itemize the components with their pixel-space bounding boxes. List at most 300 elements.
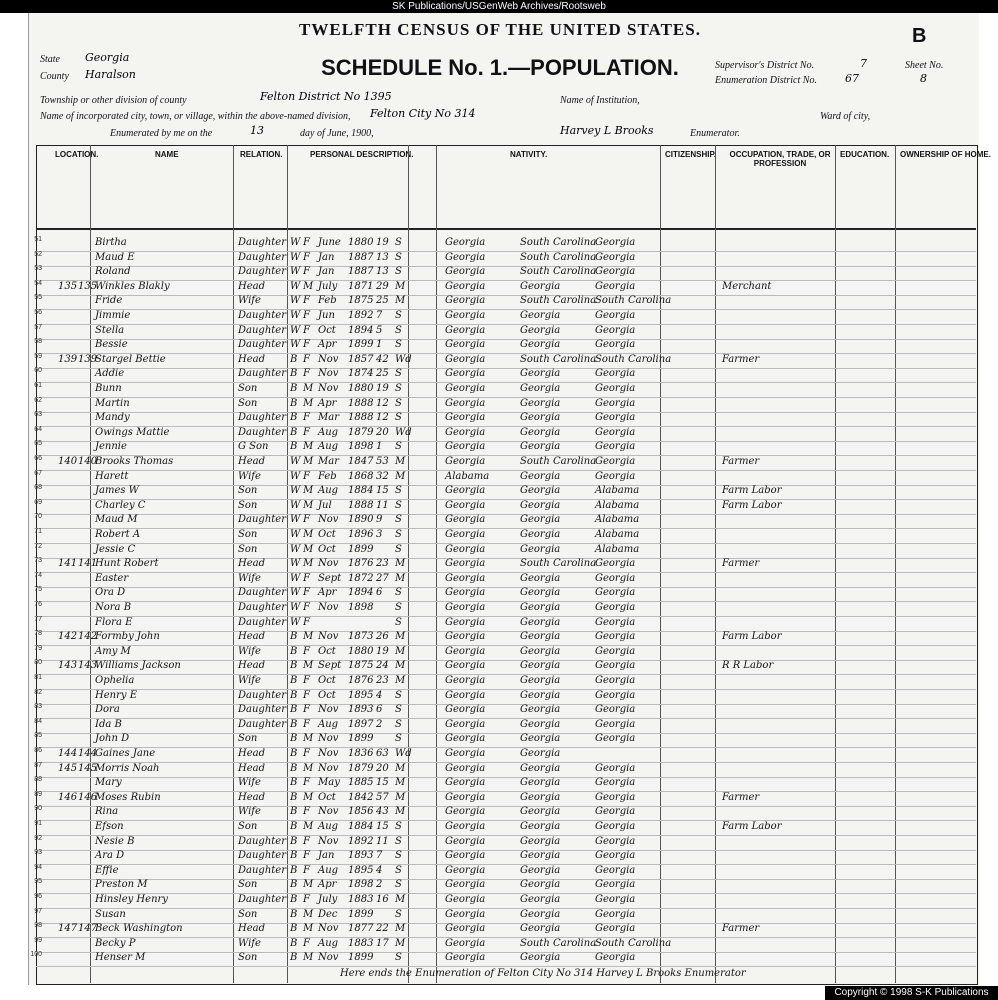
cell-age: 19 [376,237,389,248]
table-row [36,411,976,427]
cell-marital: Wd [395,426,412,438]
table-row [36,543,976,559]
cell-father: Georgia [520,543,561,555]
cell-birth: Georgia [445,529,486,540]
cell-marital: S [395,441,402,453]
cell-marital: S [395,835,402,847]
schedule-title: SCHEDULE No. 1.—POPULATION. [321,55,679,80]
cell-birth: Georgia [445,353,486,365]
cell-mother: Georgia [595,631,636,643]
cell-father: Georgia [520,572,561,584]
cell-month: Jan [318,251,335,263]
cell-mother: Georgia [595,718,636,730]
section-location: LOCATION. [55,150,99,159]
cell-sex: M [303,558,314,570]
cell-father: Georgia [520,850,561,862]
table-row [36,616,976,632]
cell-age: 12 [376,412,389,424]
cell-year: 1890 [348,514,374,526]
cell-sex: F [303,602,310,613]
cell-relation: Daughter [238,514,286,526]
cell-father: South Carolina [520,353,597,365]
copyright: Copyright © 1998 S-K Publications [825,986,998,1000]
cell-month: Mar [318,456,339,467]
cell-year: 1884 [348,485,374,497]
cell-mother: Georgia [595,908,636,920]
cell-relation: Head [238,280,266,292]
enumerator-name: Harvey L Brooks [560,124,654,137]
cell-family: 144 [78,748,98,759]
cell-family: 147 [78,923,98,935]
row-number: 86 [34,747,42,754]
cell-relation: Son [238,499,258,511]
row-number: 95 [34,878,42,886]
cell-month: Oct [318,689,336,701]
cell-relation: Son [238,952,258,964]
cell-father: Georgia [520,733,561,745]
cell-mother: Georgia [595,266,636,278]
table-row [36,397,976,413]
table-row [36,251,976,267]
cell-age: 3 [376,529,383,540]
row-number: 88 [34,776,42,784]
cell-occupation: Farmer [722,456,760,467]
cell-color: B [290,908,298,920]
row-number: 75 [34,586,42,594]
cell-year: 1895 [348,689,374,701]
cell-year: 1880 [348,237,374,248]
cell-marital: S [395,339,402,351]
cell-color: W [290,558,301,570]
cell-sex: F [303,237,310,248]
cell-year: 1879 [348,426,374,438]
cell-year: 1888 [348,499,374,511]
cell-birth: Georgia [445,339,486,351]
source-banner: SK Publications/USGenWeb Archives/Rootsweb [0,0,998,13]
cell-dwelling: 145 [58,762,78,774]
cell-age: 15 [376,821,389,832]
cell-father: Georgia [520,324,561,336]
cell-occupation: Merchant [722,280,772,292]
cell-month: Nov [318,704,339,716]
cell-color: W [290,456,301,467]
cell-color: W [290,529,301,540]
cell-birth: Georgia [445,631,486,643]
cell-age: 7 [376,310,383,321]
cell-birth: Georgia [445,368,486,380]
cell-marital: S [395,514,402,526]
table-row [36,645,976,661]
cell-relation: Wife [238,572,261,584]
enumeration-value: 67 [845,72,859,85]
cell-name: Stargel Bettie [95,353,166,365]
table-row [36,893,976,909]
cell-year: 1899 [348,908,374,920]
cell-color: W [290,616,301,628]
cell-year: 1875 [348,295,374,307]
cell-age: 7 [376,850,383,862]
row-number: 98 [34,922,42,930]
cell-name: Mary [95,777,122,789]
cell-name: Maud M [95,514,138,526]
cell-month: Jan [318,850,335,862]
cell-mother: Georgia [595,602,636,613]
cell-age: 4 [376,864,383,876]
city-value: Felton City No 314 [370,107,476,120]
cell-family: 145 [78,762,98,774]
sheet-value: 8 [920,72,927,85]
ward-label: Ward of city, [820,111,871,122]
cell-relation: Head [238,660,266,672]
cell-color: B [290,923,298,935]
cell-birth: Georgia [445,426,486,438]
row-number: 85 [34,732,42,740]
cell-color: W [290,339,301,351]
cell-year: 1874 [348,368,374,380]
footer-note: Here ends the Enumeration of Felton City No 314 Harvey L Brooks Enumerator [340,968,746,979]
cell-name: Harett [95,470,129,482]
row-number: 71 [34,528,42,535]
cell-relation: Son [238,821,258,832]
cell-marital: S [395,543,402,555]
table-row [36,922,976,938]
cell-month: Nov [318,383,339,394]
cell-relation: G Son [238,441,269,453]
cell-birth: Georgia [445,280,486,292]
cell-relation: Head [238,791,266,803]
section-personal: PERSONAL DESCRIPTION. [310,150,414,159]
cell-age: 20 [376,426,389,438]
cell-dwelling: 135 [58,280,78,292]
cell-color: B [290,689,298,701]
cell-mother: Georgia [595,660,636,672]
cell-relation: Son [238,485,258,497]
cell-name: Efson [95,821,124,832]
cell-occupation: Farmer [722,791,760,803]
cell-marital: M [395,280,406,292]
cell-relation: Daughter [238,835,286,847]
cell-marital: S [395,383,402,394]
table-row [36,849,976,865]
cell-dwelling: 147 [58,923,78,935]
cell-relation: Son [238,908,258,920]
cell-birth: Georgia [445,237,486,248]
cell-color: B [290,645,298,657]
section-ownership: OWNERSHIP OF HOME. [900,150,991,159]
cell-month: Nov [318,353,339,365]
row-number: 93 [34,849,42,857]
cell-birth: Georgia [445,543,486,555]
cell-month: Feb [318,470,337,482]
cell-month: Oct [318,529,336,540]
cell-birth: Georgia [445,514,486,526]
cell-month: Nov [318,514,339,526]
cell-age: 26 [376,631,389,643]
cell-age: 23 [376,675,389,686]
cell-color: W [290,237,301,248]
county-value: Haralson [85,68,136,81]
cell-mother: Georgia [595,572,636,584]
cell-mother: Georgia [595,397,636,409]
row-number: 60 [34,367,42,375]
cell-year: 1871 [348,280,374,292]
cell-age: 6 [376,587,383,599]
cell-year: 1876 [348,558,374,570]
cell-birth: Georgia [445,879,486,891]
cell-father: Georgia [520,689,561,701]
cell-birth: Georgia [445,456,486,467]
table-row [36,674,976,690]
cell-relation: Wife [238,806,261,818]
cell-sex: M [303,456,314,467]
cell-sex: M [303,499,314,511]
cell-father: Georgia [520,499,561,511]
table-row [36,820,976,836]
cell-father: Georgia [520,791,561,803]
cell-color: B [290,704,298,716]
cell-marital: S [395,324,402,336]
cell-marital: M [395,937,406,949]
cell-name: Dora [95,704,120,716]
cell-month: Oct [318,645,336,657]
city-label: Name of incorporated city, town, or village, within the above-named division, [40,111,351,122]
cell-father: South Carolina [520,937,597,949]
cell-marital: S [395,704,402,716]
cell-family: 142 [78,631,98,643]
cell-marital: S [395,529,402,540]
cell-month: Nov [318,835,339,847]
cell-month: Oct [318,324,336,336]
cell-mother: Georgia [595,383,636,394]
cell-marital: M [395,923,406,935]
cell-mother: Georgia [595,879,636,891]
cell-mother: Georgia [595,689,636,701]
cell-name: Jessie C [95,543,136,555]
cell-birth: Georgia [445,733,486,745]
table-row [36,937,976,953]
table-row [36,367,976,383]
cell-sex: M [303,383,314,394]
cell-sex: F [303,704,310,716]
cell-father: Georgia [520,806,561,818]
cell-name: Rina [95,806,119,818]
cell-mother: Georgia [595,791,636,803]
table-row [36,659,976,675]
cell-year: 1856 [348,806,374,818]
table-row [36,309,976,325]
enumerated-label: Enumerated by me on the [110,128,213,139]
table-row [36,732,976,748]
cell-name: Jimmie [95,310,131,321]
cell-year: 1884 [348,821,374,832]
cell-year: 1876 [348,675,374,686]
cell-month: Nov [318,748,339,759]
cell-marital: M [395,791,406,803]
cell-name: Addie [95,368,125,380]
cell-sex: F [303,412,310,424]
cell-dwelling: 142 [58,631,78,643]
cell-family: 139 [78,353,98,365]
cell-color: B [290,718,298,730]
cell-year: 1868 [348,470,374,482]
row-number: 58 [34,338,42,346]
cell-sex: F [303,251,310,263]
enumerator-label: Enumerator. [690,128,740,139]
cell-age: 6 [376,704,383,716]
cell-family: 146 [78,791,98,803]
cell-birth: Georgia [445,266,486,278]
cell-color: B [290,368,298,380]
table-row [36,586,976,602]
cell-age: 16 [376,894,389,905]
cell-marital: M [395,572,406,584]
cell-sex: M [303,923,314,935]
cell-father: Georgia [520,514,561,526]
cell-sex: F [303,310,310,321]
cell-name: Nora B [95,602,132,613]
cell-marital: S [395,397,402,409]
cell-sex: M [303,762,314,774]
table-row [36,528,976,544]
cell-name: Ophelia [95,675,135,686]
cell-relation: Daughter [238,368,286,380]
row-number: 53 [34,265,42,273]
cell-birth: Georgia [445,850,486,862]
cell-color: W [290,499,301,511]
cell-marital: S [395,412,402,424]
cell-sex: F [303,718,310,730]
cell-age: 17 [376,937,389,949]
cell-father: Georgia [520,879,561,891]
cell-relation: Wife [238,645,261,657]
cell-marital: S [395,251,402,263]
section-occupation: OCCUPATION, TRADE, OR PROFESSION [729,150,831,168]
cell-color: B [290,762,298,774]
cell-relation: Daughter [238,266,286,278]
cell-month: Nov [318,558,339,570]
cell-father: Georgia [520,441,561,453]
cell-mother: Georgia [595,324,636,336]
row-number: 79 [34,644,42,652]
cell-birth: Georgia [445,952,486,964]
cell-color: B [290,748,298,759]
cell-name: Amy M [95,645,131,657]
cell-mother: Georgia [595,777,636,789]
cell-name: Martin [95,397,130,409]
cell-birth: Georgia [445,397,486,409]
cell-color: W [290,470,301,482]
cell-relation: Daughter [238,689,286,701]
cell-birth: Georgia [445,791,486,803]
cell-mother: Georgia [595,412,636,424]
table-row [36,572,976,588]
cell-year: 1898 [348,441,374,453]
cell-marital: S [395,237,402,248]
cell-age: 43 [376,806,389,818]
row-number: 62 [34,396,42,404]
cell-year: 1897 [348,718,374,730]
cell-relation: Daughter [238,339,286,351]
cell-sex: M [303,733,314,745]
row-number: 77 [34,615,42,623]
cell-birth: Georgia [445,572,486,584]
cell-father: Georgia [520,718,561,730]
row-number: 66 [34,455,42,462]
cell-mother: Georgia [595,426,636,438]
cell-month: Nov [318,368,339,380]
table-row [36,294,976,310]
cell-month: Sept [318,660,342,672]
cell-birth: Georgia [445,499,486,511]
cell-birth: Alabama [445,470,490,482]
row-number: 69 [34,498,42,506]
section-relation: RELATION. [240,150,283,159]
cell-name: Charley C [95,499,146,511]
row-number: 61 [34,382,42,389]
cell-sex: F [303,324,310,336]
cell-father: Georgia [520,412,561,424]
cell-sex: F [303,587,310,599]
cell-mother: Alabama [595,514,640,526]
cell-month: Oct [318,675,336,686]
cell-year: 1899 [348,543,374,555]
cell-dwelling: 139 [58,353,78,365]
cell-name: Ora D [95,587,126,599]
cell-color: W [290,572,301,584]
cell-mother: Alabama [595,485,640,497]
cell-father: Georgia [520,310,561,321]
cell-relation: Daughter [238,237,286,248]
cell-father: Georgia [520,704,561,716]
cell-birth: Georgia [445,383,486,394]
cell-sex: F [303,295,310,307]
cell-dwelling: 146 [58,791,78,803]
cell-age: 15 [376,777,389,789]
cell-age: 9 [376,514,383,526]
cell-relation: Daughter [238,324,286,336]
row-number: 76 [34,601,42,608]
row-number: 73 [34,557,42,565]
cell-marital: M [395,762,406,774]
table-row [36,455,976,471]
row-number: 55 [34,294,42,302]
cell-father: Georgia [520,470,561,482]
cell-name: Stella [95,324,125,336]
cell-mother: Georgia [595,237,636,248]
cell-father: Georgia [520,821,561,832]
table-row [36,338,976,354]
cell-year: 1895 [348,864,374,876]
cell-mother: Alabama [595,529,640,540]
cell-father: South Carolina [520,295,597,307]
cell-birth: Georgia [445,908,486,920]
cell-dwelling: 141 [58,558,78,570]
cell-color: W [290,295,301,307]
cell-age: 57 [376,791,389,803]
cell-name: John D [95,733,130,745]
cell-age: 20 [376,762,389,774]
cell-mother: South Carolina [595,937,672,949]
cell-relation: Daughter [238,850,286,862]
cell-color: B [290,952,298,964]
cell-mother: Georgia [595,558,636,570]
cell-name: Ida B [95,718,122,730]
cell-mother: Georgia [595,616,636,628]
cell-year: 1896 [348,529,374,540]
cell-dwelling: 143 [58,660,78,672]
cell-name: Jennie [95,441,127,453]
cell-sex: M [303,879,314,891]
